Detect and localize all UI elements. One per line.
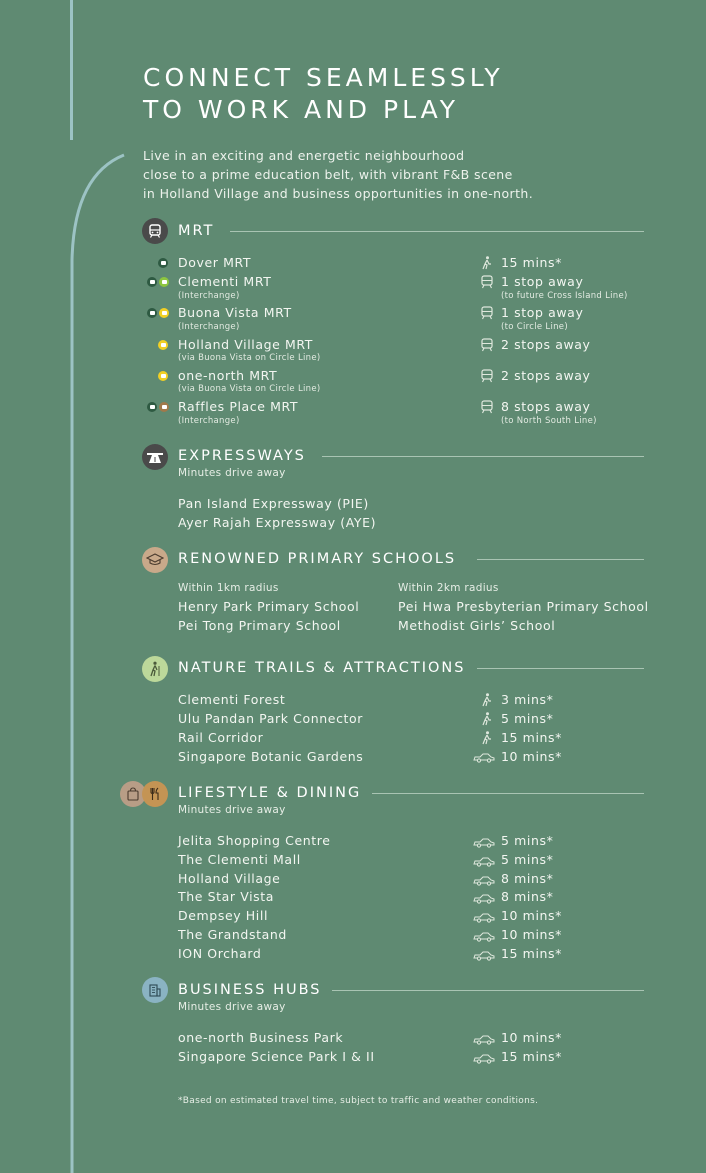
business-hub-name: Singapore Science Park I & II — [178, 1049, 375, 1064]
section-title-business: BUSINESS HUBS — [178, 982, 322, 998]
travel-time: 2 stops away — [501, 337, 591, 352]
train-icon — [479, 400, 495, 414]
travel-time: 15 mins* — [501, 1049, 563, 1064]
train-line-icon — [158, 340, 168, 350]
mrt-station-name: Buona Vista MRT — [178, 305, 292, 320]
section-title-nature: NATURE TRAILS & ATTRACTIONS — [178, 660, 466, 676]
train-line-icon — [159, 402, 169, 412]
car-icon — [473, 1033, 495, 1047]
section-title-mrt: MRT — [178, 223, 215, 239]
section-divider — [477, 668, 644, 669]
train-line-icon — [147, 277, 157, 287]
attraction-name: Singapore Botanic Gardens — [178, 749, 364, 764]
travel-time: 1 stop away — [501, 274, 584, 289]
footnote: *Based on estimated travel time, subject to traffic and weather conditions. — [178, 1096, 539, 1106]
section-title-expressways: EXPRESSWAYS — [178, 448, 306, 464]
travel-time: 1 stop away — [501, 305, 584, 320]
school-name: Pei Tong Primary School — [178, 618, 341, 633]
school-column-header: Within 1km radius — [178, 582, 279, 594]
lifestyle-place-name: The Clementi Mall — [178, 852, 301, 867]
train-section-icon — [142, 218, 168, 244]
lifestyle-place-name: The Grandstand — [178, 927, 287, 942]
school-name: Henry Park Primary School — [178, 599, 360, 614]
travel-time: 10 mins* — [501, 927, 563, 942]
expressway-name: Pan Island Expressway (PIE) — [178, 496, 369, 511]
travel-time: 10 mins* — [501, 908, 563, 923]
train-icon — [479, 306, 495, 320]
travel-time: 5 mins* — [501, 833, 554, 848]
walk-icon — [479, 256, 495, 270]
school-name: Pei Hwa Presbyterian Primary School — [398, 599, 649, 614]
school-column-header: Within 2km radius — [398, 582, 499, 594]
travel-time: 15 mins* — [501, 255, 563, 270]
lifestyle-place-name: Holland Village — [178, 871, 281, 886]
travel-time: 8 mins* — [501, 871, 554, 886]
walk-icon — [479, 712, 495, 726]
building-icon — [142, 977, 168, 1003]
mrt-line-icons — [147, 277, 169, 287]
travel-time: 8 stops away — [501, 399, 591, 414]
graduation-cap-icon — [142, 547, 168, 573]
lifestyle-place-name: Jelita Shopping Centre — [178, 833, 331, 848]
lifestyle-place-name: The Star Vista — [178, 889, 275, 904]
section-title-schools: RENOWNED PRIMARY SCHOOLS — [178, 551, 457, 567]
hiker-icon — [142, 656, 168, 682]
train-icon — [479, 338, 495, 352]
section-subtitle: Minutes drive away — [178, 804, 286, 816]
walk-icon — [479, 693, 495, 707]
mrt-station-name: Dover MRT — [178, 255, 252, 270]
train-line-icon — [159, 277, 169, 287]
section-title-lifestyle: LIFESTYLE & DINING — [178, 785, 362, 801]
intro-line: in Holland Village and business opportunities in one-north. — [143, 186, 534, 201]
car-icon — [473, 1052, 495, 1066]
mrt-station-name: Raffles Place MRT — [178, 399, 299, 414]
train-icon — [479, 275, 495, 289]
train-icon — [479, 369, 495, 383]
mrt-station-name: one-north MRT — [178, 368, 278, 383]
car-icon — [473, 949, 495, 963]
page-title — [143, 62, 504, 126]
mrt-line-icons — [158, 258, 168, 268]
mrt-station-note: (via Buona Vista on Circle Line) — [178, 384, 321, 394]
attraction-name: Ulu Pandan Park Connector — [178, 711, 364, 726]
section-divider — [230, 231, 644, 232]
mrt-station-name: Clementi MRT — [178, 274, 272, 289]
attraction-name: Clementi Forest — [178, 692, 286, 707]
intro-paragraph — [143, 146, 583, 203]
mrt-station-note: (Interchange) — [178, 291, 240, 301]
car-icon — [473, 892, 495, 906]
travel-time-note: (to North South Line) — [501, 416, 597, 426]
mrt-station-note: (Interchange) — [178, 416, 240, 426]
travel-time-note: (to Circle Line) — [501, 322, 568, 332]
school-name: Methodist Girls’ School — [398, 618, 556, 633]
travel-time: 15 mins* — [501, 946, 563, 961]
travel-time: 5 mins* — [501, 852, 554, 867]
attraction-name: Rail Corridor — [178, 730, 264, 745]
section-divider — [372, 793, 644, 794]
mrt-line-icons — [147, 308, 169, 318]
travel-time: 15 mins* — [501, 730, 563, 745]
mrt-line-icons — [158, 371, 168, 381]
section-divider — [332, 990, 644, 991]
travel-time: 8 mins* — [501, 889, 554, 904]
car-icon — [473, 855, 495, 869]
travel-time: 2 stops away — [501, 368, 591, 383]
dining-icon — [142, 781, 168, 807]
car-icon — [473, 874, 495, 888]
mrt-station-note: (Interchange) — [178, 322, 240, 332]
mrt-station-name: Holland Village MRT — [178, 337, 314, 352]
mrt-line-icons — [147, 402, 169, 412]
travel-time: 5 mins* — [501, 711, 554, 726]
train-line-icon — [159, 308, 169, 318]
travel-time-note: (to future Cross Island Line) — [501, 291, 628, 301]
car-icon — [473, 751, 495, 765]
expressway-section-icon — [142, 444, 168, 470]
decorative-curve — [0, 0, 140, 1173]
travel-time: 3 mins* — [501, 692, 554, 707]
car-icon — [473, 836, 495, 850]
lifestyle-place-name: Dempsey Hill — [178, 908, 269, 923]
train-line-icon — [158, 258, 168, 268]
section-divider — [477, 559, 644, 560]
walk-icon — [479, 731, 495, 745]
train-line-icon — [147, 402, 157, 412]
travel-time: 10 mins* — [501, 749, 563, 764]
car-icon — [473, 911, 495, 925]
section-divider — [322, 456, 644, 457]
section-subtitle: Minutes drive away — [178, 467, 286, 479]
expressway-name: Ayer Rajah Expressway (AYE) — [178, 515, 377, 530]
travel-time: 10 mins* — [501, 1030, 563, 1045]
title-line-2: TO WORK AND PLAY — [143, 95, 460, 124]
section-subtitle: Minutes drive away — [178, 1001, 286, 1013]
lifestyle-place-name: ION Orchard — [178, 946, 262, 961]
mrt-line-icons — [158, 340, 168, 350]
mrt-station-note: (via Buona Vista on Circle Line) — [178, 353, 321, 363]
intro-line: close to a prime education belt, with vibrant F&B scene — [143, 167, 513, 182]
train-line-icon — [158, 371, 168, 381]
intro-line: Live in an exciting and energetic neighbourhood — [143, 148, 465, 163]
business-hub-name: one-north Business Park — [178, 1030, 344, 1045]
car-icon — [473, 930, 495, 944]
title-line-1: CONNECT SEAMLESSLY — [143, 63, 504, 92]
train-line-icon — [147, 308, 157, 318]
